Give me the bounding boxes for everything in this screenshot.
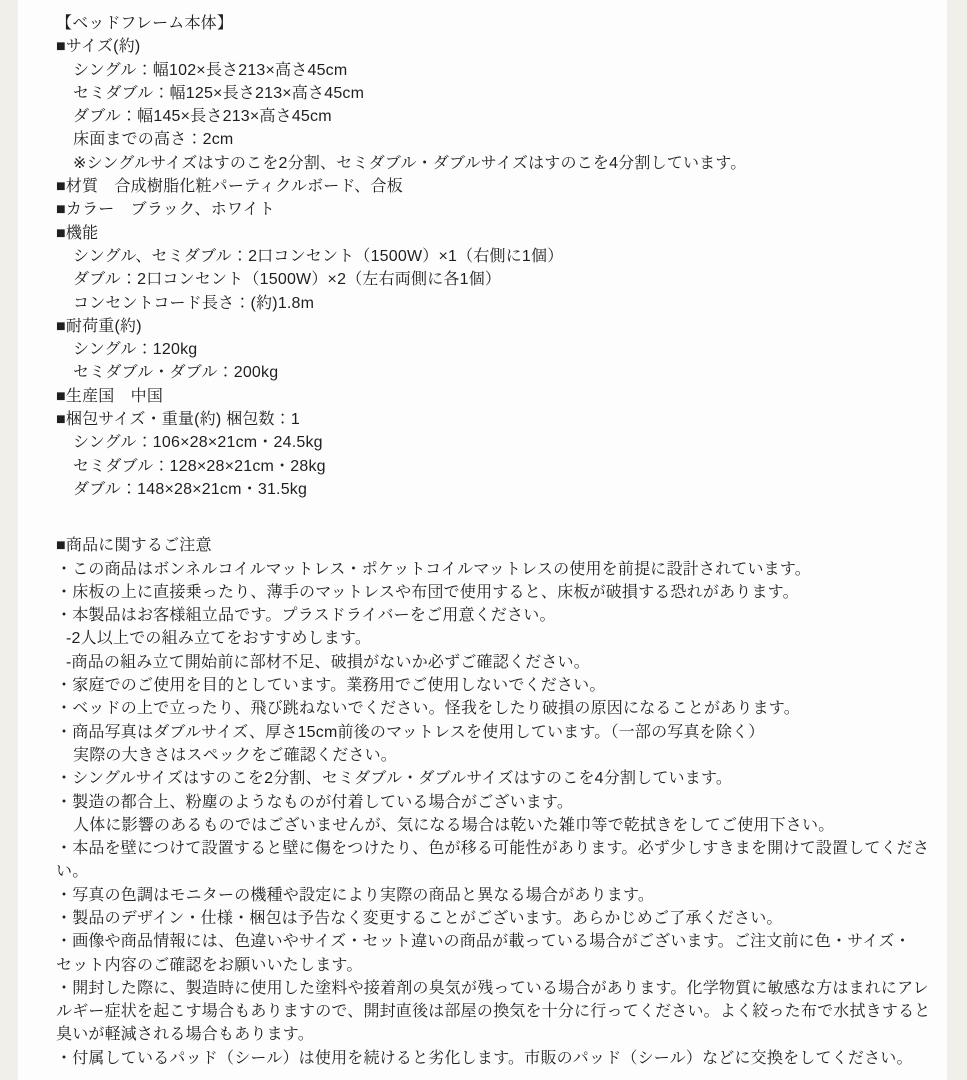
spec-line: シングル、セミダブル：2口コンセント（1500W）×1（右側に1個） [73,247,564,265]
note-line: 人体に影響のあるものではございませんが、気になる場合は乾いた雑巾等で乾拭きをしてご使用下さい。 [73,816,835,834]
spec-line: ※シングルサイズはすのこを2分割、セミダブル・ダブルサイズはすのこを4分割しています。 [73,154,747,172]
spec-line: ■生産国 中国 [56,387,164,405]
spec-line: シングル：106×28×21cm・24.5kg [73,434,323,452]
note-lines [56,558,941,1071]
note-line: ・本製品はお客様組立品です。プラスドライバーをご用意ください。 [56,607,556,625]
note-line: ・本品を壁につけて設置すると壁に傷をつけたり、色が移る可能性があります。必ず少しすきまを開けて設置してくださ [56,840,930,858]
note-line: ・この商品はボンネルコイルマットレス・ポケットコイルマットレスの使用を前提に設計されています。 [56,560,812,578]
spec-line: セミダブル・ダブル：200kg [73,364,279,382]
note-line: -商品の組み立て開始前に部材不足、破損がないか必ずご確認ください。 [66,653,590,671]
note-line: ・付属しているパッド（シール）は使用を続けると劣化します。市販のパッド（シール）などに交換をしてください。 [56,1049,913,1067]
spec-line: ダブル：148×28×21cm・31.5kg [73,480,308,498]
spec-line: ■材質 合成樹脂化粧パーティクルボード、合板 [56,178,403,196]
note-line: ルギー症状を起こす場合もありますので、開封直後は部屋の換気を十分に行ってください。よく絞った布で水拭きすると [56,1003,931,1021]
note-line: セット内容のご確認をお願いいたします。 [56,956,363,974]
spec-line: ダブル：幅145×長さ213×高さ45cm [73,108,332,126]
note-line: ・写真の色調はモニターの機種や設定により実際の商品と異なる場合があります。 [56,886,655,904]
note-line: -2人以上での組み立てをおすすめします。 [66,630,372,648]
notes-section [56,534,941,1070]
spec-line: シングル：幅102×長さ213×高さ45cm [73,61,348,79]
note-line: ・製品のデザイン・仕様・梱包は予告なく変更することがございます。あらかじめご了承ください。 [56,909,783,927]
spec-line: コンセントコード長さ：(約)1.8m [73,294,315,312]
note-line: い。 [56,863,89,881]
spec-line: ■カラー ブラック、ホワイト [56,201,276,219]
product-description-panel [18,0,947,1080]
note-line: 臭いが軽減される場合もあります。 [56,1026,314,1044]
notes-heading: ■商品に関するご注意 [56,537,212,555]
note-line: ・家庭でのご使用を目的としています。業務用でご使用しないでください。 [56,677,606,695]
spec-lines [56,35,941,501]
spec-title: 【ベッドフレーム本体】 [56,15,234,32]
note-line: ・シングルサイズはすのこを2分割、セミダブル・ダブルサイズはすのこを4分割しています。 [56,770,733,788]
spec-line: セミダブル：幅125×長さ213×高さ45cm [73,84,365,102]
note-line: ・画像や商品情報には、色違いやサイズ・セット違いの商品が載っている場合がございます。ご注文前に色・サイズ・ [56,933,911,951]
spec-line: ■サイズ(約) [56,38,141,56]
spec-line: ■梱包サイズ・重量(約) 梱包数：1 [56,411,300,429]
spec-line: ■耐荷重(約) [56,317,142,335]
spec-line: ダブル：2口コンセント（1500W）×2（左右両側に各1個） [73,271,502,289]
spec-line: シングル：120kg [73,341,198,359]
note-line: ・開封した際に、製造時に使用した塗料や接着剤の臭気が残っている場合があります。化学物質に敏感な方はまれにアレ [56,979,929,997]
note-line: ・製造の都合上、粉塵のようなものが付着している場合がございます。 [56,793,574,811]
spec-line: 床面までの高さ：2cm [73,131,234,149]
note-line: ・ベッドの上で立ったり、飛び跳ねないでください。怪我をしたり破損の原因になることがあります。 [56,700,800,718]
spec-line: ■機能 [56,224,99,242]
note-line: ・床板の上に直接乗ったり、薄手のマットレスや布団で使用すると、床板が破損する恐れがあります。 [56,583,799,601]
spec-section [56,12,941,501]
note-line: ・商品写真はダブルサイズ、厚さ15cm前後のマットレスを使用しています。（一部の写真を除く） [56,723,765,741]
spec-line: セミダブル：128×28×21cm・28kg [73,457,326,475]
note-line: 実際の大きさはスペックをご確認ください。 [73,746,398,764]
